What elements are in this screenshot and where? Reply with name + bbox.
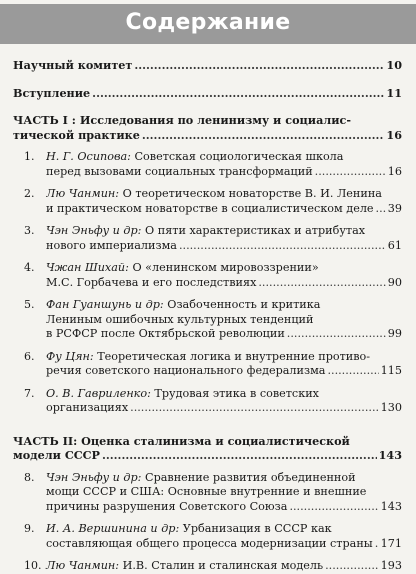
toc-entry-3[interactable] bbox=[0, 224, 416, 253]
entry-author: Н. Г. Осипова: bbox=[46, 150, 131, 163]
entry-number: 8. bbox=[24, 470, 35, 484]
toc-entry-2[interactable] bbox=[0, 187, 416, 216]
toc-item-label: Научный комитет bbox=[13, 58, 133, 72]
entry-title-line-1: Озабоченность и критика bbox=[163, 298, 321, 311]
leader-dots bbox=[327, 364, 378, 379]
entry-number: 9. bbox=[24, 522, 35, 535]
leader-dots bbox=[258, 276, 385, 291]
page-number: 16 bbox=[386, 127, 402, 142]
toc-item-committee[interactable] bbox=[0, 58, 416, 73]
page-number: 171 bbox=[380, 536, 402, 550]
page-number: 130 bbox=[380, 401, 402, 414]
page-number: 61 bbox=[387, 238, 402, 252]
entry-title-line-2: составляющая общего процесса модернизации страны bbox=[46, 536, 373, 550]
entry-title-line-1: Урбанизация в СССР как bbox=[179, 522, 332, 535]
page-number: 10 bbox=[386, 58, 402, 72]
entry-title-line-1: Теоретическая логика и внутренние противо- bbox=[93, 349, 371, 363]
leader-dots bbox=[287, 327, 386, 342]
leader-dots bbox=[289, 500, 378, 515]
leader-dots bbox=[142, 128, 385, 143]
entry-title-line-2: Лениным ошибочных культурных тенденций bbox=[46, 312, 314, 326]
entry-number: 1. bbox=[24, 150, 35, 163]
entry-title-line-1: Сравнение развития объединенной bbox=[141, 470, 356, 484]
toc-entry-8[interactable] bbox=[0, 471, 416, 515]
page-number: 143 bbox=[380, 499, 402, 513]
entry-author: Чжан Шихай: bbox=[46, 261, 129, 274]
toc-part-2[interactable] bbox=[0, 434, 416, 463]
page-number: 39 bbox=[387, 201, 402, 215]
entry-title-line-3: в РСФСР после Октябрьской революции bbox=[46, 327, 285, 340]
entry-title-line-1: И.В. Сталин и сталинская модель bbox=[119, 559, 324, 572]
page-number: 193 bbox=[380, 559, 402, 572]
entry-author: Фу Цян: bbox=[46, 349, 94, 363]
entry-author: О. В. Гавриленко: bbox=[46, 386, 151, 400]
entry-number: 4. bbox=[24, 261, 35, 274]
entry-author: Лю Чанмин: bbox=[46, 559, 120, 572]
toc-entry-6[interactable] bbox=[0, 350, 416, 379]
leader-dots bbox=[325, 559, 379, 574]
entry-title-line-1: О «ленинском мировоззрении» bbox=[128, 261, 319, 274]
entry-author: И. А. Вершинина и др: bbox=[46, 522, 180, 535]
leader-dots bbox=[134, 58, 384, 73]
entry-number: 6. bbox=[24, 349, 35, 363]
entry-author: Фан Гуаншунь и др: bbox=[46, 298, 164, 311]
entry-number: 5. bbox=[24, 298, 35, 311]
entry-title-line-2: М.С. Горбачева и его последствиях bbox=[46, 275, 257, 289]
toc-part-1[interactable] bbox=[0, 113, 416, 142]
leader-dots bbox=[102, 448, 377, 463]
entry-title-line-1: Советская социологическая школа bbox=[130, 150, 344, 163]
entry-title-line-2: перед вызовами социальных трансформаций bbox=[46, 164, 313, 178]
toc-entry-10[interactable] bbox=[0, 559, 416, 574]
part-title-line-1: ЧАСТЬ II: Оценка сталинизма и социалистической bbox=[13, 433, 350, 448]
entry-number: 3. bbox=[24, 224, 35, 237]
toc-entry-4[interactable] bbox=[0, 261, 416, 290]
leader-dots bbox=[130, 401, 379, 416]
entry-author: Чэн Эньфу и др: bbox=[46, 470, 142, 484]
entry-title-line-1: О пяти характеристиках и атрибутах bbox=[141, 224, 366, 237]
entry-number: 2. bbox=[24, 187, 35, 200]
entry-title-line-2: организациях bbox=[46, 401, 129, 414]
table-of-contents bbox=[0, 58, 416, 574]
entry-title-line-3: причины разрушения Советского Союза bbox=[46, 499, 288, 513]
entry-title-line-2: нового империализма bbox=[46, 238, 177, 252]
entry-author: Лю Чанмин: bbox=[46, 187, 120, 200]
part-title-line-1: ЧАСТЬ I : Исследования по ленинизму и социалис- bbox=[13, 113, 351, 127]
toc-entry-1[interactable] bbox=[0, 150, 416, 179]
page-number: 143 bbox=[378, 448, 402, 462]
page-title: Содержание bbox=[125, 10, 291, 35]
entry-author: Чэн Эньфу и др: bbox=[46, 224, 142, 237]
toc-item-label: Вступление bbox=[13, 85, 91, 100]
part-title-line-2: тической практике bbox=[13, 127, 140, 142]
toc-entry-7[interactable] bbox=[0, 387, 416, 416]
entry-title-line-1: Трудовая этика в советских bbox=[150, 386, 319, 400]
page-number: 11 bbox=[386, 85, 402, 100]
entry-number: 10. bbox=[24, 559, 42, 572]
page-number: 90 bbox=[387, 275, 402, 289]
leader-dots bbox=[376, 202, 386, 217]
entry-title-line-1: О теоретическом новаторстве В. И. Ленина bbox=[119, 187, 382, 200]
page-number: 99 bbox=[387, 327, 402, 340]
header-bar bbox=[0, 4, 416, 44]
leader-dots bbox=[315, 165, 386, 180]
entry-title-line-2: мощи СССР и США: Основные внутренние и внешние bbox=[46, 485, 367, 498]
page-number: 16 bbox=[387, 164, 402, 178]
leader-dots bbox=[92, 86, 384, 101]
toc-entry-5[interactable] bbox=[0, 298, 416, 342]
leader-dots bbox=[179, 239, 386, 254]
leader-dots bbox=[375, 537, 379, 552]
entry-number: 7. bbox=[24, 386, 35, 400]
entry-title-line-2: речия советского национального федерализма bbox=[46, 364, 326, 377]
page-number: 115 bbox=[380, 364, 402, 377]
toc-entry-9[interactable] bbox=[0, 522, 416, 551]
toc-item-intro[interactable] bbox=[0, 86, 416, 101]
entry-title-line-2: и практическом новаторстве в социалистическом деле bbox=[46, 201, 374, 215]
part-title-line-2: модели СССР bbox=[13, 448, 100, 462]
